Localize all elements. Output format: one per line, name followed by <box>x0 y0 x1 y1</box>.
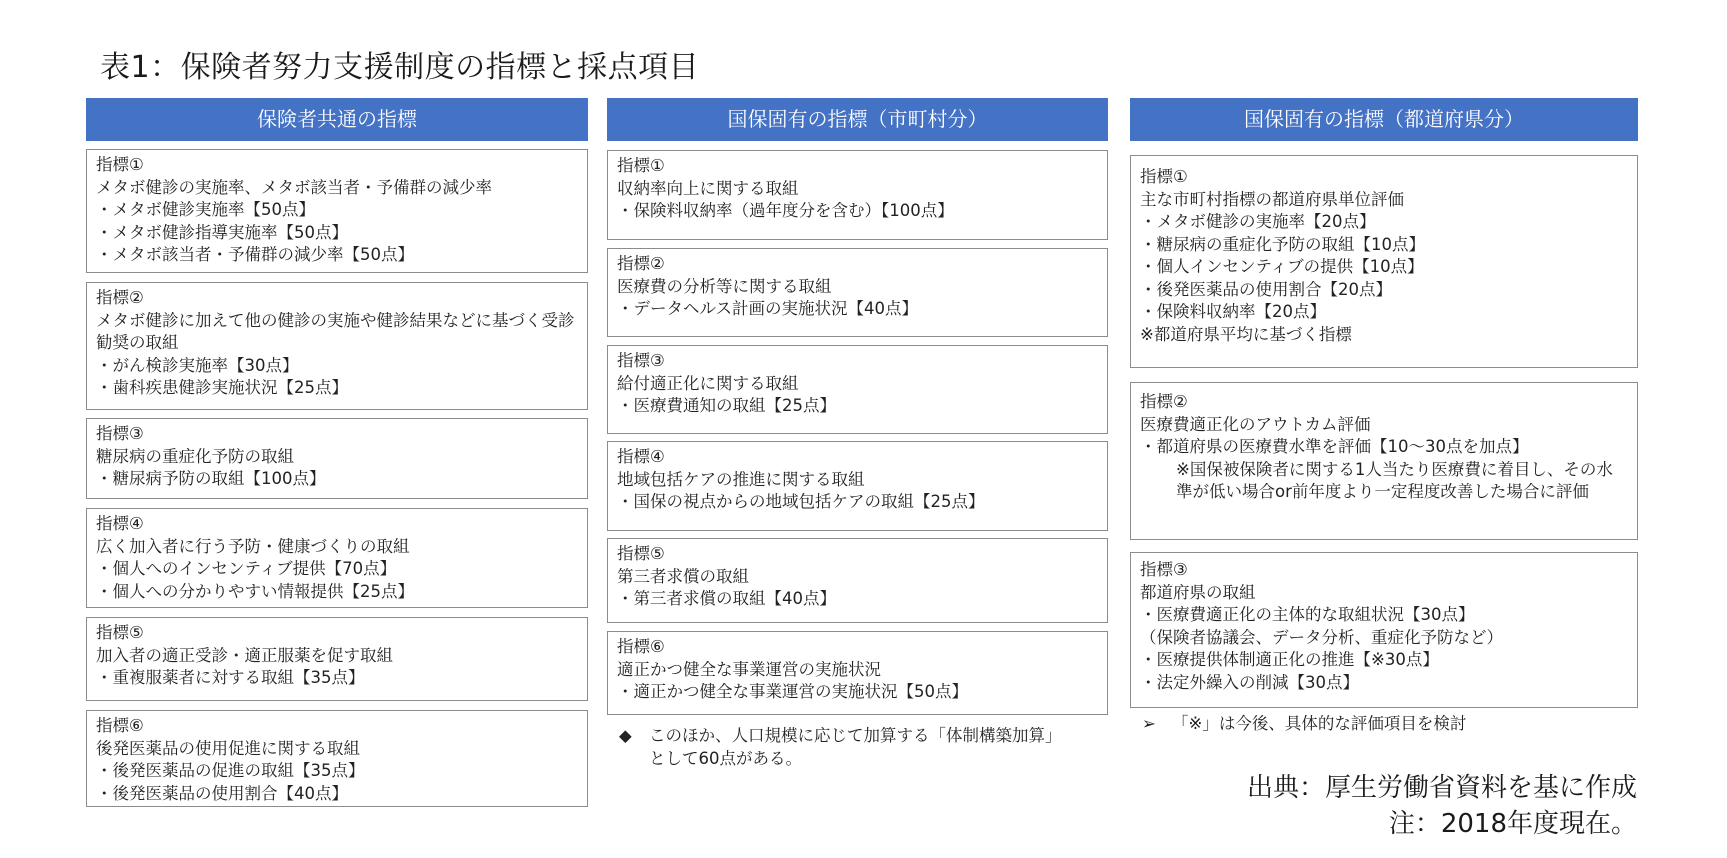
indicator-title: 適正かつ健全な事業運営の実施状況 <box>617 659 881 679</box>
score-item: ・後発医薬品の促進の取組【35点】 <box>96 761 365 780</box>
indicator-box-1 <box>607 150 1108 240</box>
indicator-box-3 <box>86 418 588 499</box>
score-item: ・メタボ健診実施率【50点】 <box>96 200 315 219</box>
indicator-box-2 <box>607 248 1108 337</box>
date-note: 注：2018年度現在。 <box>1388 809 1637 839</box>
indicator-title: 糖尿病の重症化予防の取組 <box>96 446 294 466</box>
score-item: ・糖尿病予防の取組【100点】 <box>96 469 326 488</box>
indicator-box-3 <box>607 345 1108 434</box>
indicator-label: 指標① <box>617 156 665 175</box>
indicator-box-1 <box>1130 155 1638 368</box>
indicator-box-6 <box>86 710 588 807</box>
indicator-title: メタボ健診に加えて他の健診の実施や健診結果などに基づく受診勧奨の取組 <box>96 310 575 352</box>
score-item: ・メタボ健診の実施率【20点】 <box>1140 212 1376 231</box>
indicator-box-2 <box>1130 382 1638 540</box>
indicator-label: 指標⑤ <box>617 544 665 563</box>
score-item: ・後発医薬品の使用割合【20点】 <box>1140 279 1392 299</box>
indicator-box-2 <box>86 282 588 410</box>
indicator-box-1 <box>86 149 588 273</box>
score-item: ・医療提供体制適正化の推進【※30点】 <box>1140 650 1439 669</box>
indicator-label: 指標⑥ <box>96 716 144 735</box>
score-item: ・保険料収納率【20点】 <box>1140 302 1326 321</box>
indicator-title: 給付適正化に関する取組 <box>617 373 799 393</box>
indicator-box-3 <box>1130 552 1638 708</box>
indicator-title: 医療費の分析等に関する取組 <box>617 276 832 296</box>
indicator-label: 指標④ <box>96 514 144 533</box>
column-header: 国保固有の指標（市町村分） <box>607 98 1108 141</box>
score-item: ・重複服薬者に対する取組【35点】 <box>96 668 365 687</box>
score-item: ・法定外繰入の削減【30点】 <box>1140 672 1359 692</box>
indicator-title: 収納率向上に関する取組 <box>617 178 799 198</box>
indicator-label: 指標⑤ <box>96 623 144 642</box>
indicator-title: 広く加入者に行う予防・健康づくりの取組 <box>96 536 410 556</box>
indicator-label: 指標③ <box>617 351 665 370</box>
indicator-box-5 <box>86 617 588 701</box>
arrow-bullet-icon: ➢ <box>1142 714 1156 733</box>
source-block <box>1247 770 1637 842</box>
score-item: ・歯科疾患健診実施状況【25点】 <box>96 378 348 397</box>
indicator-box-4 <box>607 441 1108 531</box>
score-item: ・データヘルス計画の実施状況【40点】 <box>617 299 919 318</box>
indicator-box-5 <box>607 538 1108 623</box>
indicator-title: 主な市町村指標の都道府県単位評価 <box>1140 189 1404 209</box>
table-title: 表1：保険者努力支援制度の指標と採点項目 <box>100 50 700 85</box>
indicator-label: 指標① <box>1140 167 1188 186</box>
column-header: 保険者共通の指標 <box>86 98 588 141</box>
score-item: ・メタボ該当者・予備群の減少率【50点】 <box>96 245 414 264</box>
indicator-label: 指標⑥ <box>617 637 665 656</box>
column-municipal-indicators <box>607 98 1108 768</box>
column-common-indicators <box>86 98 588 803</box>
score-item: ・保険料収納率（過年度分を含む）【100点】 <box>617 201 954 220</box>
indicator-label: 指標② <box>617 254 665 273</box>
score-item: ・糖尿病の重症化予防の取組【10点】 <box>1140 234 1425 254</box>
indicator-box-4 <box>86 508 588 608</box>
indicator-label: 指標② <box>1140 392 1188 411</box>
note-text: 「※」は今後、具体的な評価項目を検討 <box>1172 714 1467 733</box>
score-item: ・個人への分かりやすい情報提供【25点】 <box>96 581 414 601</box>
footnote: ※都道府県平均に基づく指標 <box>1140 324 1352 344</box>
additional-points-note <box>619 724 1059 770</box>
score-item: ・後発医薬品の使用割合【40点】 <box>96 783 348 803</box>
note-text: このほか、人口規模に応じて加算する「体制構築加算」として60点がある。 <box>649 726 1054 768</box>
indicator-label: 指標④ <box>617 447 665 466</box>
score-item: ・がん検診実施率【30点】 <box>96 355 299 375</box>
score-item: ・医療費適正化の主体的な取組状況【30点】 <box>1140 605 1475 624</box>
score-item: ・第三者求償の取組【40点】 <box>617 589 836 608</box>
score-item: ・個人インセンティブの提供【10点】 <box>1140 257 1424 276</box>
indicator-title: 後発医薬品の使用促進に関する取組 <box>96 738 360 758</box>
score-item: ・都道府県の医療費水準を評価【10～30点を加点】 <box>1140 437 1529 456</box>
indicator-title: 地域包括ケアの推進に関する取組 <box>617 469 865 489</box>
indicator-title: 加入者の適正受診・適正服薬を促す取組 <box>96 645 393 665</box>
indicator-title: 医療費適正化のアウトカム評価 <box>1140 414 1371 434</box>
indicator-label: 指標① <box>96 155 144 174</box>
score-item: ・適正かつ健全な事業運営の実施状況【50点】 <box>617 682 968 701</box>
score-item-detail: （保険者協議会、データ分析、重症化予防など） <box>1140 627 1503 647</box>
indicator-label: 指標③ <box>96 424 144 443</box>
score-item: ・個人へのインセンティブ提供【70点】 <box>96 559 397 578</box>
indicator-label: 指標③ <box>1140 560 1188 579</box>
column-header: 国保固有の指標（都道府県分） <box>1130 98 1638 141</box>
future-evaluation-note <box>1142 712 1622 735</box>
sub-note: ※国保被保険者に関する1人当たり医療費に着目し、その水準が低い場合or前年度より一定程度改善した場合に評価 <box>1176 459 1613 501</box>
source-citation: 出典：厚生労働省資料を基に作成 <box>1246 773 1637 803</box>
indicator-label: 指標② <box>96 288 144 307</box>
indicator-title: 都道府県の取組 <box>1140 582 1256 602</box>
column-prefecture-indicators <box>1130 98 1638 733</box>
score-item: ・国保の視点からの地域包括ケアの取組【25点】 <box>617 492 985 511</box>
indicator-title: メタボ健診の実施率、メタボ該当者・予備群の減少率 <box>96 177 492 197</box>
diamond-bullet-icon: ◆ <box>619 726 632 745</box>
indicator-box-6 <box>607 631 1108 715</box>
score-item: ・医療費通知の取組【25点】 <box>617 396 836 415</box>
indicator-title: 第三者求償の取組 <box>617 566 749 586</box>
score-item: ・メタボ健診指導実施率【50点】 <box>96 222 348 242</box>
